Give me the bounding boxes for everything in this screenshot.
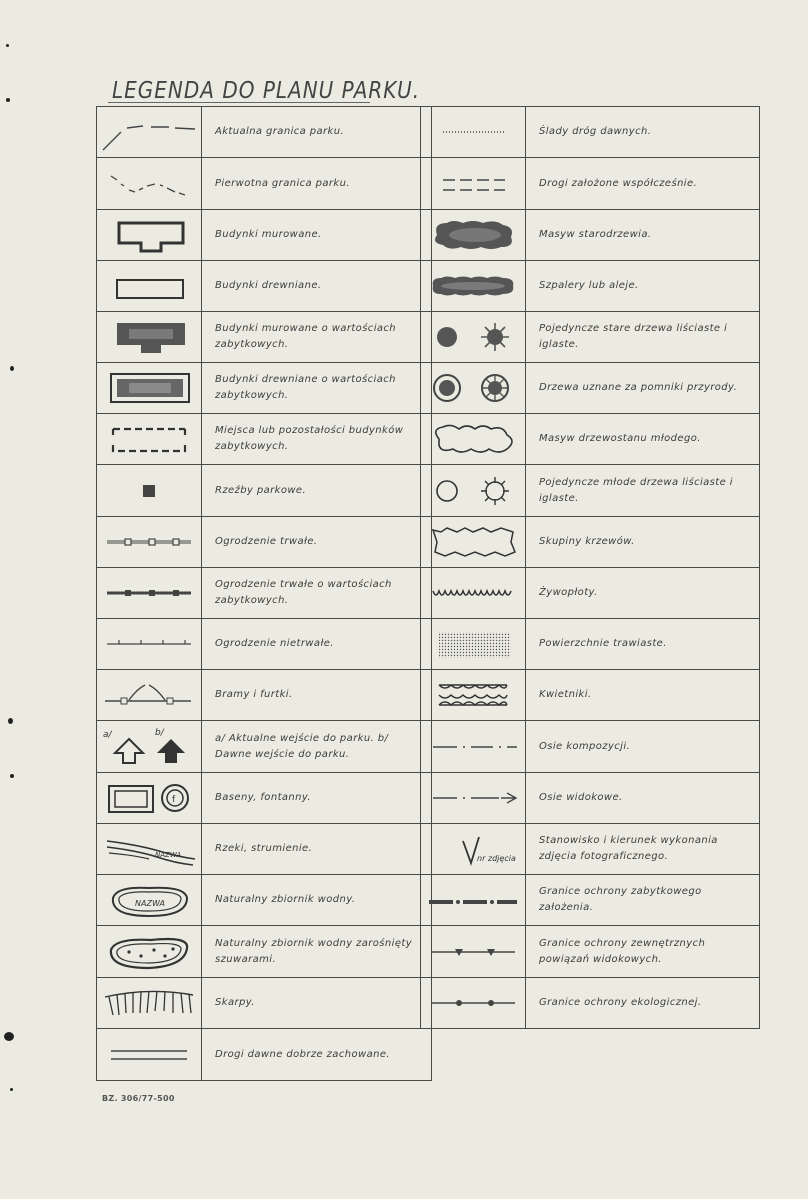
legend-label: Miejsca lub pozostałości budynków zabytkowych. [202,414,432,465]
pond-name-tag: NAZWA [135,899,165,908]
legend-row [421,875,760,926]
legend-label: Szpalery lub aleje. [526,261,760,312]
legend-label: Baseny, fontanny. [202,773,432,824]
historic-brick-building-icon [99,317,199,357]
legend-label: Granice ochrony zabytkowego założenia. [526,875,760,926]
legend-row [421,414,760,465]
escarpment-icon [99,983,199,1023]
legend-row [421,721,760,773]
eco-protection-icon [423,983,523,1023]
legend-label: Masyw drzewostanu młodego. [526,414,760,465]
scan-speck [10,1088,13,1091]
legend-label: Ogrodzenie trwałe o wartościach zabytkowych. [202,568,432,619]
scan-speck [8,718,13,724]
legend-row [97,1029,432,1081]
legend-row [97,875,432,926]
double-line-icon [99,1035,199,1075]
stamp-text: BZ. 306/77-500 [102,1094,175,1103]
legend-row [421,158,760,210]
legend-label: Ogrodzenie trwałe. [202,517,432,568]
legend-row [97,926,432,978]
legend-label: Ślady dróg dawnych. [526,107,760,158]
legend-row [421,824,760,875]
legend-row [97,363,432,414]
scan-speck [6,98,10,102]
legend-label: Naturalny zbiornik wodny zarośnięty szuwarami. [202,926,432,978]
legend-row [421,619,760,670]
legend-label: Budynki drewniane o wartościach zabytkowych. [202,363,432,414]
tree-row-icon [423,266,523,306]
entrance-tag-a: a/ [103,729,112,740]
legend-label: Osie kompozycji. [526,721,760,773]
legend-row [97,824,432,875]
river-icon [99,829,199,869]
svg-text:f: f [172,795,176,805]
entrance-tag-b: b/ [155,727,164,738]
legend-label: Naturalny zbiornik wodny. [202,875,432,926]
legend-row [421,107,760,158]
view-axis-icon [423,778,523,818]
pool-fountain-icon [99,778,199,818]
legend-label: Żywopłoty. [526,568,760,619]
photo-number-tag: nr zdjęcia [477,854,516,863]
legend-table-left [96,106,432,1081]
building-remains-icon [99,419,199,459]
young-stand-icon [423,419,523,459]
legend-label: Drogi założone współcześnie. [526,158,760,210]
title-underline [108,102,370,103]
legend-label: Granice ochrony ekologicznej. [526,978,760,1029]
legend-label: Pierwotna granica parku. [202,158,432,210]
legend-label: Rzeźby parkowe. [202,465,432,517]
old-tree-mass-icon [423,215,523,255]
legend-label: Budynki murowane. [202,210,432,261]
scan-speck [6,44,9,47]
lawn-icon [423,624,523,664]
legend-row [97,312,432,363]
legend-label: Drzewa uznane za pomniki przyrody. [526,363,760,414]
legend-row [97,568,432,619]
legend-row [421,261,760,312]
pond-icon [99,880,199,920]
legend-row [97,517,432,568]
legend-label: Budynki drewniane. [202,261,432,312]
legend-row [97,261,432,312]
scan-speck [10,366,14,371]
view-protection-icon [423,932,523,972]
legend-row [421,773,760,824]
legend-label: Skupiny krzewów. [526,517,760,568]
legend-label: Skarpy. [202,978,432,1029]
legend-row [421,926,760,978]
old-trees-icon [423,317,523,357]
legend-label: Ogrodzenie nietrwałe. [202,619,432,670]
dashed-double-line-icon [423,164,523,204]
legend-label: Stanowisko i kierunek wykonania zdjęcia fotograficznego. [526,824,760,875]
legend-row [421,568,760,619]
legend-row [421,670,760,721]
dotted-dash-line-icon [99,164,199,204]
monument-trees-icon [423,368,523,408]
legend-label: Aktualna granica parku. [202,107,432,158]
legend-row [97,619,432,670]
flowerbed-icon [423,675,523,715]
composition-axis-icon [423,727,523,767]
legend-label: Osie widokowe. [526,773,760,824]
legend-row [97,465,432,517]
historic-wooden-building-icon [99,368,199,408]
legend-label: Budynki murowane o wartościach zabytkowych. [202,312,432,363]
legend-label: Masyw starodrzewia. [526,210,760,261]
temporary-fence-icon [99,624,199,664]
legend-row [421,517,760,568]
legend-row [97,210,432,261]
wooden-building-icon [99,266,199,306]
overgrown-pond-icon [99,932,199,972]
sculpture-icon [99,471,199,511]
legend-label: Kwietniki. [526,670,760,721]
legend-row [97,158,432,210]
legend-row [97,773,432,824]
young-trees-icon [423,471,523,511]
shrub-group-icon [423,522,523,562]
hedge-icon [423,573,523,613]
legend-row [421,210,760,261]
page-title: LEGENDA DO PLANU PARKU. [112,76,421,104]
legend-label: Drogi dawne dobrze zachowane. [202,1029,432,1081]
legend-row [421,978,760,1029]
legend-label: Rzeki, strumienie. [202,824,432,875]
legend-label: Bramy i furtki. [202,670,432,721]
legend-row [97,978,432,1029]
legend-row [97,670,432,721]
legend-row [421,363,760,414]
legend-row [97,107,432,158]
legend-label: Pojedyncze stare drzewa liściaste i iglaste. [526,312,760,363]
entrance-arrows-icon [99,725,199,769]
monument-protection-icon [423,880,523,920]
dotted-line-icon [423,112,523,152]
river-name-tag: NAZWA [155,851,182,859]
gate-icon [99,675,199,715]
dashed-line-icon [99,112,199,152]
legend-label: a/ Aktualne wejście do parku. b/ Dawne wejście do parku. [202,721,432,773]
legend-label: Granice ochrony zewnętrznych powiązań widokowych. [526,926,760,978]
legend-row [97,414,432,465]
permanent-fence-icon [99,522,199,562]
brick-building-icon [99,215,199,255]
legend-row [421,312,760,363]
legend-row [97,721,432,773]
photo-point-icon [423,829,523,869]
legend-label: Powierzchnie trawiaste. [526,619,760,670]
legend-table-right [420,106,760,1029]
scan-speck [10,774,14,778]
legend-row [421,465,760,517]
scan-speck [4,1032,14,1041]
historic-fence-icon [99,573,199,613]
legend-label: Pojedyncze młode drzewa liściaste i iglaste. [526,465,760,517]
